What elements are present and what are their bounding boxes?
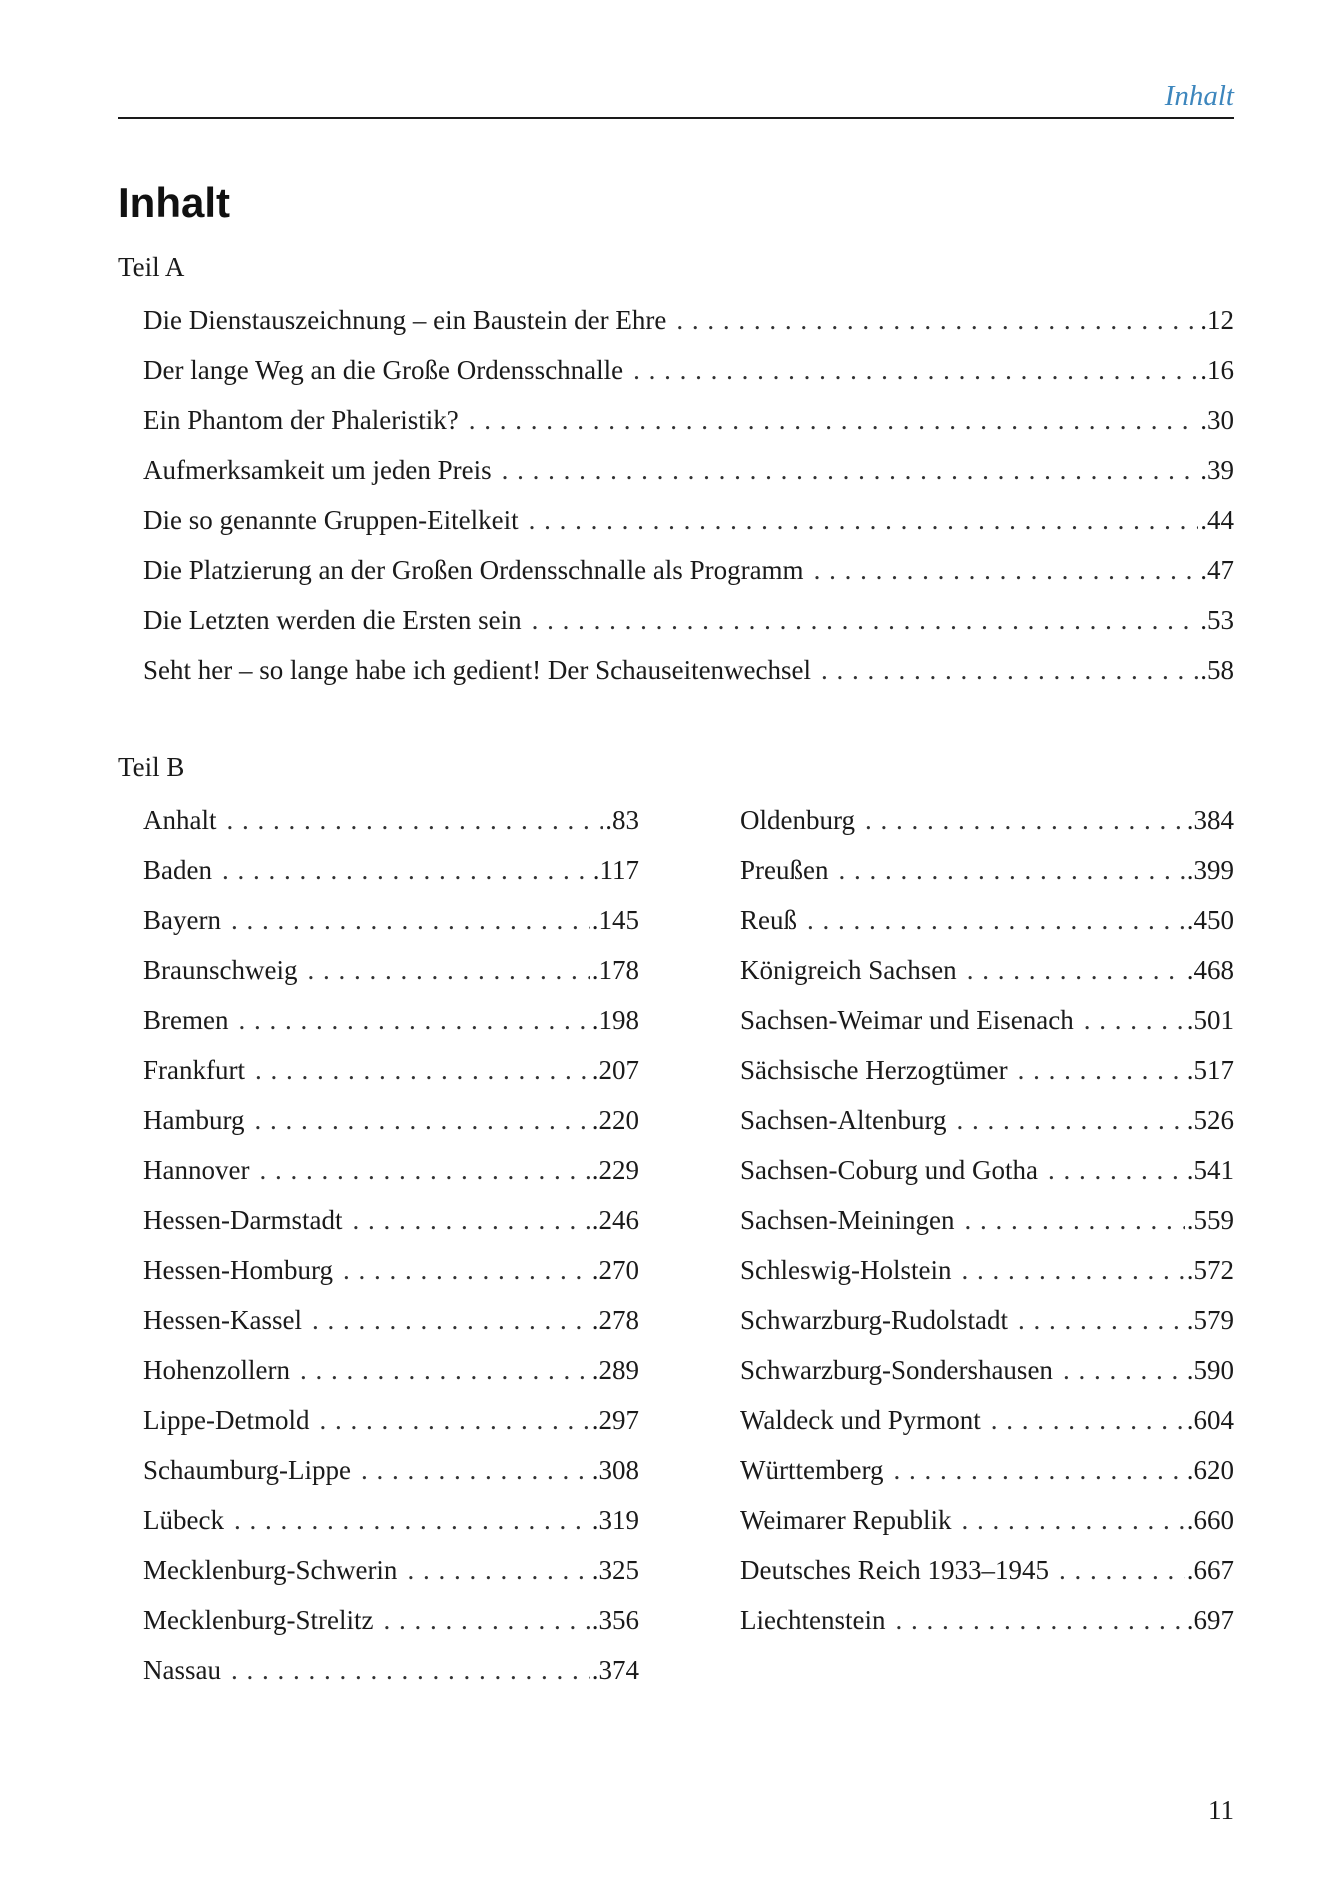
dot-leader — [961, 1245, 1184, 1295]
toc-entry-title: Der lange Weg an die Große Ordensschnalle — [143, 355, 624, 385]
dot-leader — [956, 1095, 1184, 1145]
toc-entry-title: Nassau — [143, 1655, 221, 1685]
toc-entry-page: .450 — [1186, 905, 1234, 935]
toc-entry[interactable] — [740, 1145, 1234, 1195]
toc-entry-page: .12 — [1200, 305, 1234, 335]
toc-entry-page: .374 — [591, 1655, 639, 1685]
toc-entry[interactable] — [740, 845, 1234, 895]
toc-entry-page: .220 — [591, 1105, 639, 1135]
toc-entry[interactable] — [740, 995, 1234, 1045]
toc-entry[interactable] — [740, 795, 1234, 845]
toc-entry[interactable] — [143, 895, 639, 945]
toc-entry-page: .604 — [1186, 1405, 1234, 1435]
toc-entry-title: Liechtenstein — [740, 1605, 886, 1635]
toc-entry-title: Preußen — [740, 855, 829, 885]
toc-entry[interactable] — [143, 545, 1234, 595]
toc-entry-page: .198 — [591, 1005, 639, 1035]
toc-entry[interactable] — [740, 1345, 1234, 1395]
toc-entry-page: .47 — [1200, 555, 1234, 585]
toc-entry-page: .468 — [1186, 955, 1234, 985]
dot-leader — [532, 595, 1199, 645]
toc-entry[interactable] — [143, 445, 1234, 495]
dot-leader — [231, 1645, 590, 1695]
toc-entry-page: .572 — [1186, 1255, 1234, 1285]
toc-entry-page: .207 — [591, 1055, 639, 1085]
toc-entry-page: .590 — [1186, 1355, 1234, 1385]
toc-entry-title: Hessen-Kassel — [143, 1305, 302, 1335]
toc-entry[interactable] — [143, 345, 1234, 395]
toc-entry[interactable] — [143, 1345, 639, 1395]
dot-leader — [865, 795, 1185, 845]
part-b-heading: Teil B — [118, 752, 185, 782]
dot-leader — [814, 545, 1199, 595]
toc-entry-title: Ein Phantom der Phaleristik? — [143, 405, 459, 435]
toc-entry-title: Sachsen-Altenburg — [740, 1105, 947, 1135]
dot-leader — [1059, 1545, 1185, 1595]
toc-entry-title: Lübeck — [143, 1505, 224, 1535]
page-number: 11 — [1208, 1795, 1234, 1825]
toc-entry[interactable] — [143, 1595, 639, 1645]
toc-entry-title: Mecklenburg-Schwerin — [143, 1555, 398, 1585]
toc-entry[interactable] — [740, 1545, 1234, 1595]
toc-entry-title: Hannover — [143, 1155, 250, 1185]
toc-entry-title: Königreich Sachsen — [740, 955, 957, 985]
toc-entry[interactable] — [143, 845, 639, 895]
toc-entry-page: .356 — [591, 1605, 639, 1635]
toc-entry[interactable] — [740, 1595, 1234, 1645]
toc-entry-page: .308 — [591, 1455, 639, 1485]
toc-entry[interactable] — [143, 1095, 639, 1145]
toc-entry-page: .579 — [1186, 1305, 1234, 1335]
dot-leader — [893, 1445, 1184, 1495]
toc-entry-title: Schleswig-Holstein — [740, 1255, 952, 1285]
toc-entry-title: Frankfurt — [143, 1055, 245, 1085]
toc-entry-title: Bremen — [143, 1005, 229, 1035]
toc-entry-title: Hohenzollern — [143, 1355, 290, 1385]
toc-entry[interactable] — [143, 1495, 639, 1545]
toc-entry-page: .517 — [1186, 1055, 1234, 1085]
dot-leader — [821, 645, 1198, 695]
toc-entry-title: Hessen-Homburg — [143, 1255, 333, 1285]
toc-entry-title: Sächsische Herzogtümer — [740, 1055, 1008, 1085]
toc-entry-title: Die Platzierung an der Großen Ordensschnalle als Programm — [143, 555, 804, 585]
toc-entry[interactable] — [143, 1545, 639, 1595]
toc-entry-title: Hamburg — [143, 1105, 245, 1135]
toc-entry[interactable] — [740, 1445, 1234, 1495]
toc-entry-title: Schwarzburg-Sondershausen — [740, 1355, 1053, 1385]
toc-entry[interactable] — [143, 1245, 639, 1295]
toc-list-part-b-left — [143, 795, 639, 1695]
dot-leader — [343, 1245, 590, 1295]
dot-leader — [469, 395, 1199, 445]
dot-leader — [895, 1595, 1184, 1645]
toc-entry-page: .384 — [1186, 805, 1234, 835]
toc-entry-title: Weimarer Republik — [740, 1505, 952, 1535]
toc-entry-title: Schaumburg-Lippe — [143, 1455, 351, 1485]
toc-entry-page: .58 — [1200, 655, 1234, 685]
toc-list-part-a — [143, 295, 1234, 695]
dot-leader — [967, 945, 1185, 995]
toc-entry[interactable] — [143, 995, 639, 1045]
toc-entry-title: Braunschweig — [143, 955, 298, 985]
dot-leader — [502, 445, 1199, 495]
toc-entry-page: .399 — [1186, 855, 1234, 885]
toc-entry[interactable] — [143, 1045, 639, 1095]
toc-entry-title: Mecklenburg-Strelitz — [143, 1605, 374, 1635]
dot-leader — [838, 845, 1184, 895]
toc-entry-title: Sachsen-Meiningen — [740, 1205, 955, 1235]
toc-entry[interactable] — [143, 1295, 639, 1345]
toc-entry-page: .278 — [591, 1305, 639, 1335]
toc-entry-title: Aufmerksamkeit um jeden Preis — [143, 455, 492, 485]
toc-entry-title: Sachsen-Weimar und Eisenach — [740, 1005, 1074, 1035]
dot-leader — [529, 495, 1199, 545]
toc-entry-page: .501 — [1186, 1005, 1234, 1035]
toc-entry-page: .44 — [1200, 505, 1234, 535]
dot-leader — [1048, 1145, 1185, 1195]
toc-entry-page: .319 — [591, 1505, 639, 1535]
toc-entry-page: .229 — [591, 1155, 639, 1185]
toc-entry-title: Reuß — [740, 905, 797, 935]
dot-leader — [300, 1345, 590, 1395]
dot-leader — [383, 1595, 589, 1645]
toc-entry-title: Sachsen-Coburg und Gotha — [740, 1155, 1038, 1185]
toc-entry-title: Württemberg — [740, 1455, 884, 1485]
toc-entry-page: .660 — [1186, 1505, 1234, 1535]
toc-list-part-b-right — [740, 795, 1234, 1645]
dot-leader — [962, 1495, 1185, 1545]
dot-leader — [1018, 1045, 1185, 1095]
toc-entry-page: .325 — [591, 1555, 639, 1585]
toc-entry-title: Schwarzburg-Rudolstadt — [740, 1305, 1008, 1335]
toc-entry-title: Oldenburg — [740, 805, 855, 835]
toc-entry-title: Bayern — [143, 905, 221, 935]
toc-entry-page: .620 — [1186, 1455, 1234, 1485]
part-a-heading: Teil A — [118, 252, 185, 282]
toc-entry[interactable] — [740, 1195, 1234, 1245]
toc-entry-page: .289 — [591, 1355, 639, 1385]
toc-entry-title: Waldeck und Pyrmont — [740, 1405, 981, 1435]
toc-entry[interactable] — [143, 1145, 639, 1195]
toc-entry-title: Deutsches Reich 1933–1945 — [740, 1555, 1049, 1585]
toc-entry-page: .559 — [1186, 1205, 1234, 1235]
toc-entry[interactable] — [740, 1395, 1234, 1445]
toc-entry-page: .270 — [591, 1255, 639, 1285]
dot-leader — [407, 1545, 589, 1595]
page-title: Inhalt — [118, 179, 230, 226]
toc-entry-page: .117 — [592, 855, 639, 885]
dot-leader — [1084, 995, 1185, 1045]
toc-entry[interactable] — [740, 1045, 1234, 1095]
toc-entry-page: .697 — [1186, 1605, 1234, 1635]
dot-leader — [259, 1145, 589, 1195]
toc-entry-title: Die Letzten werden die Ersten sein — [143, 605, 522, 635]
toc-entry[interactable] — [143, 395, 1234, 445]
dot-leader — [255, 1095, 590, 1145]
toc-entry[interactable] — [143, 645, 1234, 695]
toc-entry[interactable] — [143, 295, 1234, 345]
toc-entry-page: .145 — [591, 905, 639, 935]
header-rule — [118, 117, 1234, 119]
dot-leader — [991, 1395, 1185, 1445]
dot-leader — [1018, 1295, 1185, 1345]
toc-entry-page: .526 — [1186, 1105, 1234, 1135]
toc-entry-title: Anhalt — [143, 805, 217, 835]
toc-entry-title: Lippe-Detmold — [143, 1405, 310, 1435]
toc-entry[interactable] — [740, 945, 1234, 995]
dot-leader — [633, 345, 1198, 395]
toc-entry-page: .53 — [1200, 605, 1234, 635]
toc-entry-page: .39 — [1200, 455, 1234, 485]
toc-entry[interactable] — [143, 495, 1234, 545]
dot-leader — [222, 845, 591, 895]
toc-entry[interactable] — [143, 1195, 639, 1245]
dot-leader — [255, 1045, 590, 1095]
toc-entry-page: .246 — [591, 1205, 639, 1235]
toc-entry-page: .16 — [1200, 355, 1234, 385]
dot-leader — [312, 1295, 590, 1345]
dot-leader — [234, 1495, 590, 1545]
toc-entry[interactable] — [143, 1395, 639, 1445]
toc-entry[interactable] — [740, 1095, 1234, 1145]
dot-leader — [227, 795, 604, 845]
dot-leader — [238, 995, 589, 1045]
dot-leader — [1063, 1345, 1185, 1395]
toc-entry[interactable] — [143, 945, 639, 995]
toc-entry-page: .297 — [591, 1405, 639, 1435]
dot-leader — [352, 1195, 589, 1245]
dot-leader — [307, 945, 589, 995]
toc-entry-title: Baden — [143, 855, 212, 885]
toc-entry[interactable] — [740, 1245, 1234, 1295]
toc-entry-page: .667 — [1186, 1555, 1234, 1585]
dot-leader — [319, 1395, 589, 1445]
toc-entry[interactable] — [143, 595, 1234, 645]
dot-leader — [676, 295, 1198, 345]
toc-entry-title: Die so genannte Gruppen-Eitelkeit — [143, 505, 519, 535]
toc-entry[interactable] — [143, 1645, 639, 1695]
toc-entry[interactable] — [740, 895, 1234, 945]
toc-entry[interactable] — [143, 1445, 639, 1495]
toc-entry[interactable] — [143, 795, 639, 845]
dot-leader — [361, 1445, 590, 1495]
toc-entry-page: .178 — [591, 955, 639, 985]
dot-leader — [964, 1195, 1184, 1245]
toc-entry[interactable] — [740, 1295, 1234, 1345]
toc-entry-title: Die Dienstauszeichnung – ein Baustein der Ehre — [143, 305, 667, 335]
toc-entry-title: Hessen-Darmstadt — [143, 1205, 343, 1235]
toc-entry-title: Seht her – so lange habe ich gedient! Der Schauseitenwechsel — [143, 655, 812, 685]
toc-entry-page: .30 — [1200, 405, 1234, 435]
toc-entry-page: .83 — [605, 805, 639, 835]
dot-leader — [231, 895, 590, 945]
toc-entry[interactable] — [740, 1495, 1234, 1545]
dot-leader — [807, 895, 1185, 945]
toc-entry-page: .541 — [1186, 1155, 1234, 1185]
running-head: Inhalt — [1164, 80, 1234, 112]
